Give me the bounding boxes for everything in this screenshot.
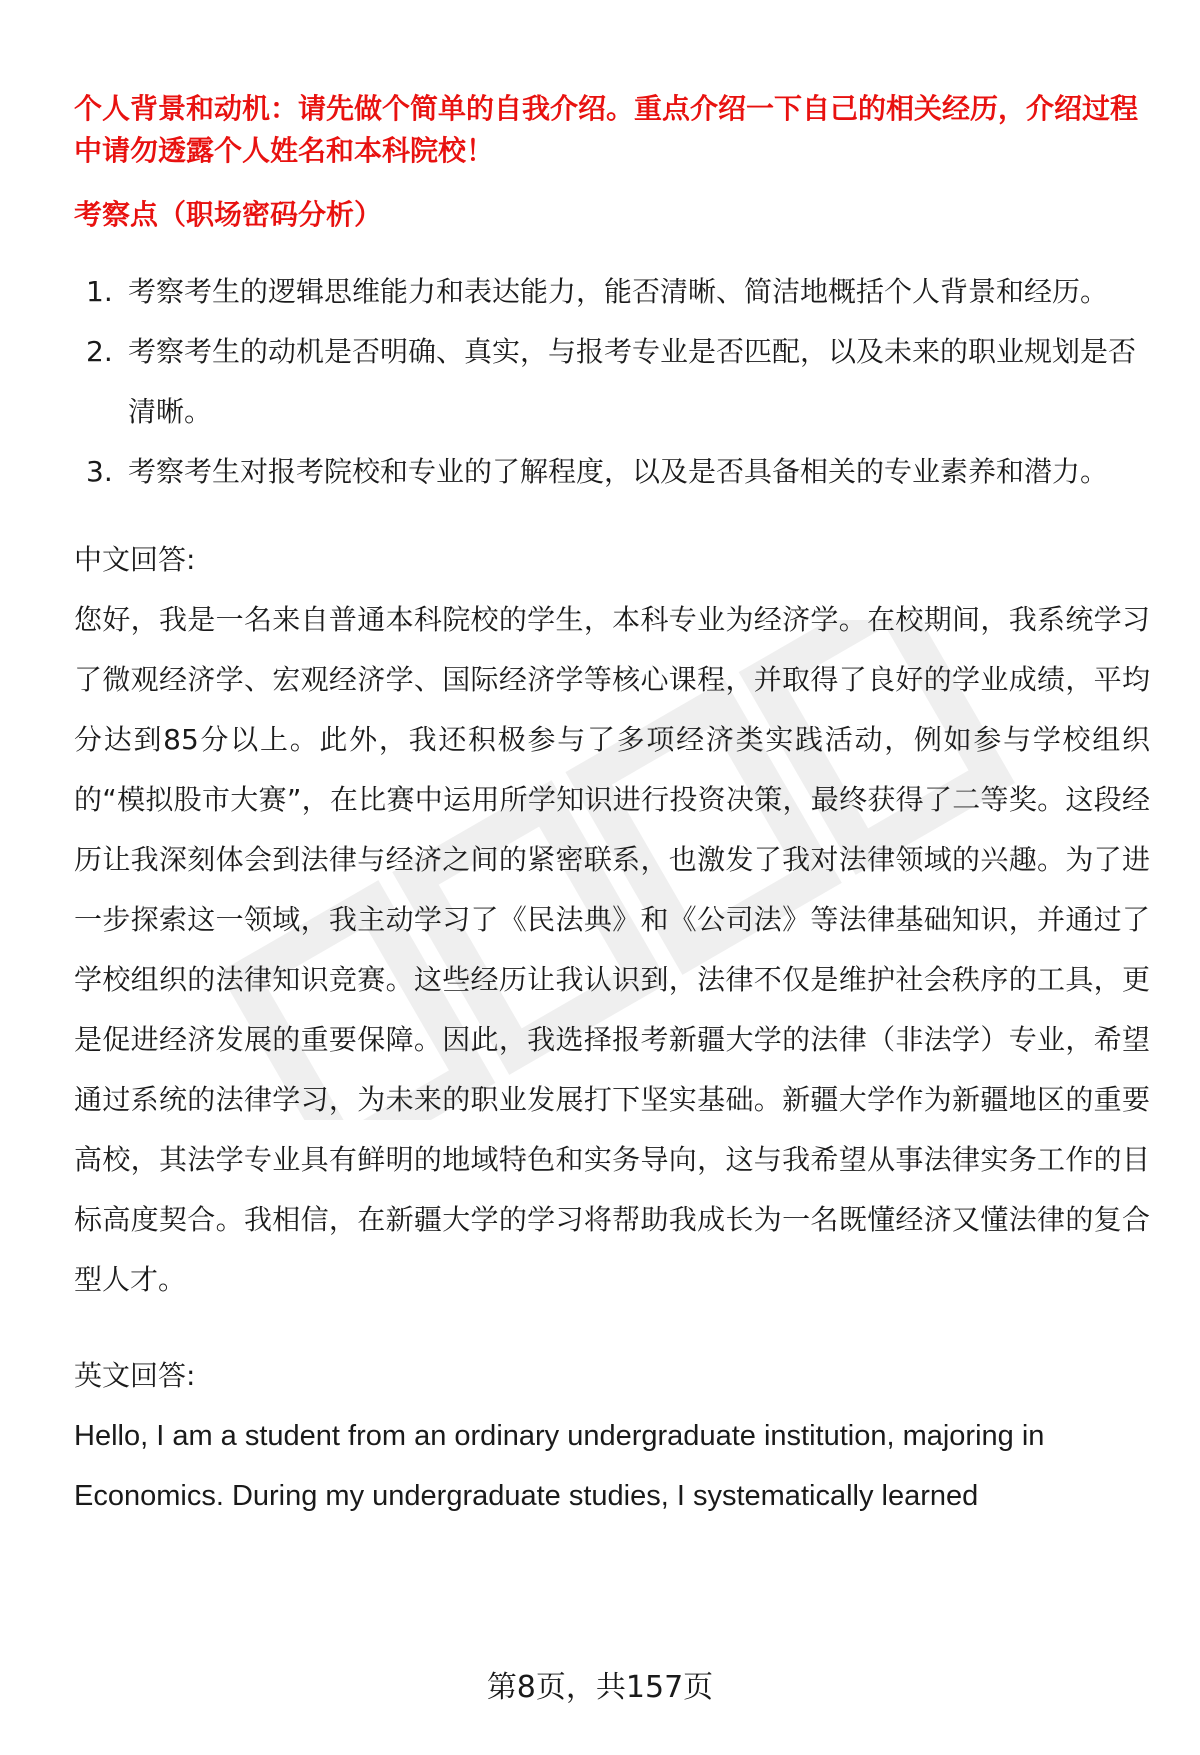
list-item-number: 1. [86,275,113,308]
question-heading: 个人背景和动机：请先做个简单的自我介绍。重点介绍一下自己的相关经历，介绍过程中请勿透露个人姓名和本科院校！ [74,92,1139,167]
page-number-footer: 第8页，共157页 [486,1670,714,1705]
chinese-answer-label: 中文回答: [74,543,196,576]
assessment-points-list [74,262,1150,502]
list-item-text: 考察考生对报考院校和专业的了解程度，以及是否具备相关的专业素养和潜力。 [128,455,1109,488]
list-item-text: 考察考生的逻辑思维能力和表达能力，能否清晰、简洁地概括个人背景和经历。 [128,275,1109,308]
list-item [74,322,1150,442]
list-item-text: 考察考生的动机是否明确、真实，与报考专业是否匹配，以及未来的职业规划是否清晰。 [128,335,1137,428]
chinese-answer-text: 您好，我是一名来自普通本科院校的学生，本科专业为经济学。在校期间，我系统学习了微观经济学、宏观经济学、国际经济学等核心课程，并取得了良好的学业成绩，平均分达到85分以上。此外，我还积极参与了多项经济类实践活动，例如参与学校组织的“模拟股市大赛”，在比赛中运用所学知识进行投资决策，最终获得了二等奖。这段经历让我深刻体会到法律与经济之间的紧密联系，也激发了我对法律领域的兴趣。为了进一步探索这一领域，我主动学习了《民法典》和《公司法》等法律基础知识，并通过了学校组织的法律知识竞赛。这些经历让我认识到，法律不仅是维护社会秩序的工具，更是促进经济发展的重要保障。因此，我选择报考新疆大学的法律（非法学）专业，希望通过系统的法律学习，为未来的职业发展打下坚实基础。新疆大学作为新疆地区的重要高校，其法学专业具有鲜明的地域特色和实务导向，这与我希望从事法律实务工作的目标高度契合。我相信，在新疆大学的学习将帮助我成长为一名既懂经济又懂法律的复合型人才。 [74,603,1150,1296]
list-item-number: 2. [86,335,113,368]
list-item [74,442,1150,502]
english-answer-label: 英文回答: [74,1359,196,1392]
document-content [74,88,1150,1526]
list-item [74,262,1150,322]
assessment-points-title: 考察点（职场密码分析） [74,198,383,231]
list-item-number: 3. [86,455,113,488]
english-answer-text: Hello, I am a student from an ordinary undergraduate institution, majoring in Economics. During my undergraduate studies, I systematically learned [74,1420,1045,1512]
